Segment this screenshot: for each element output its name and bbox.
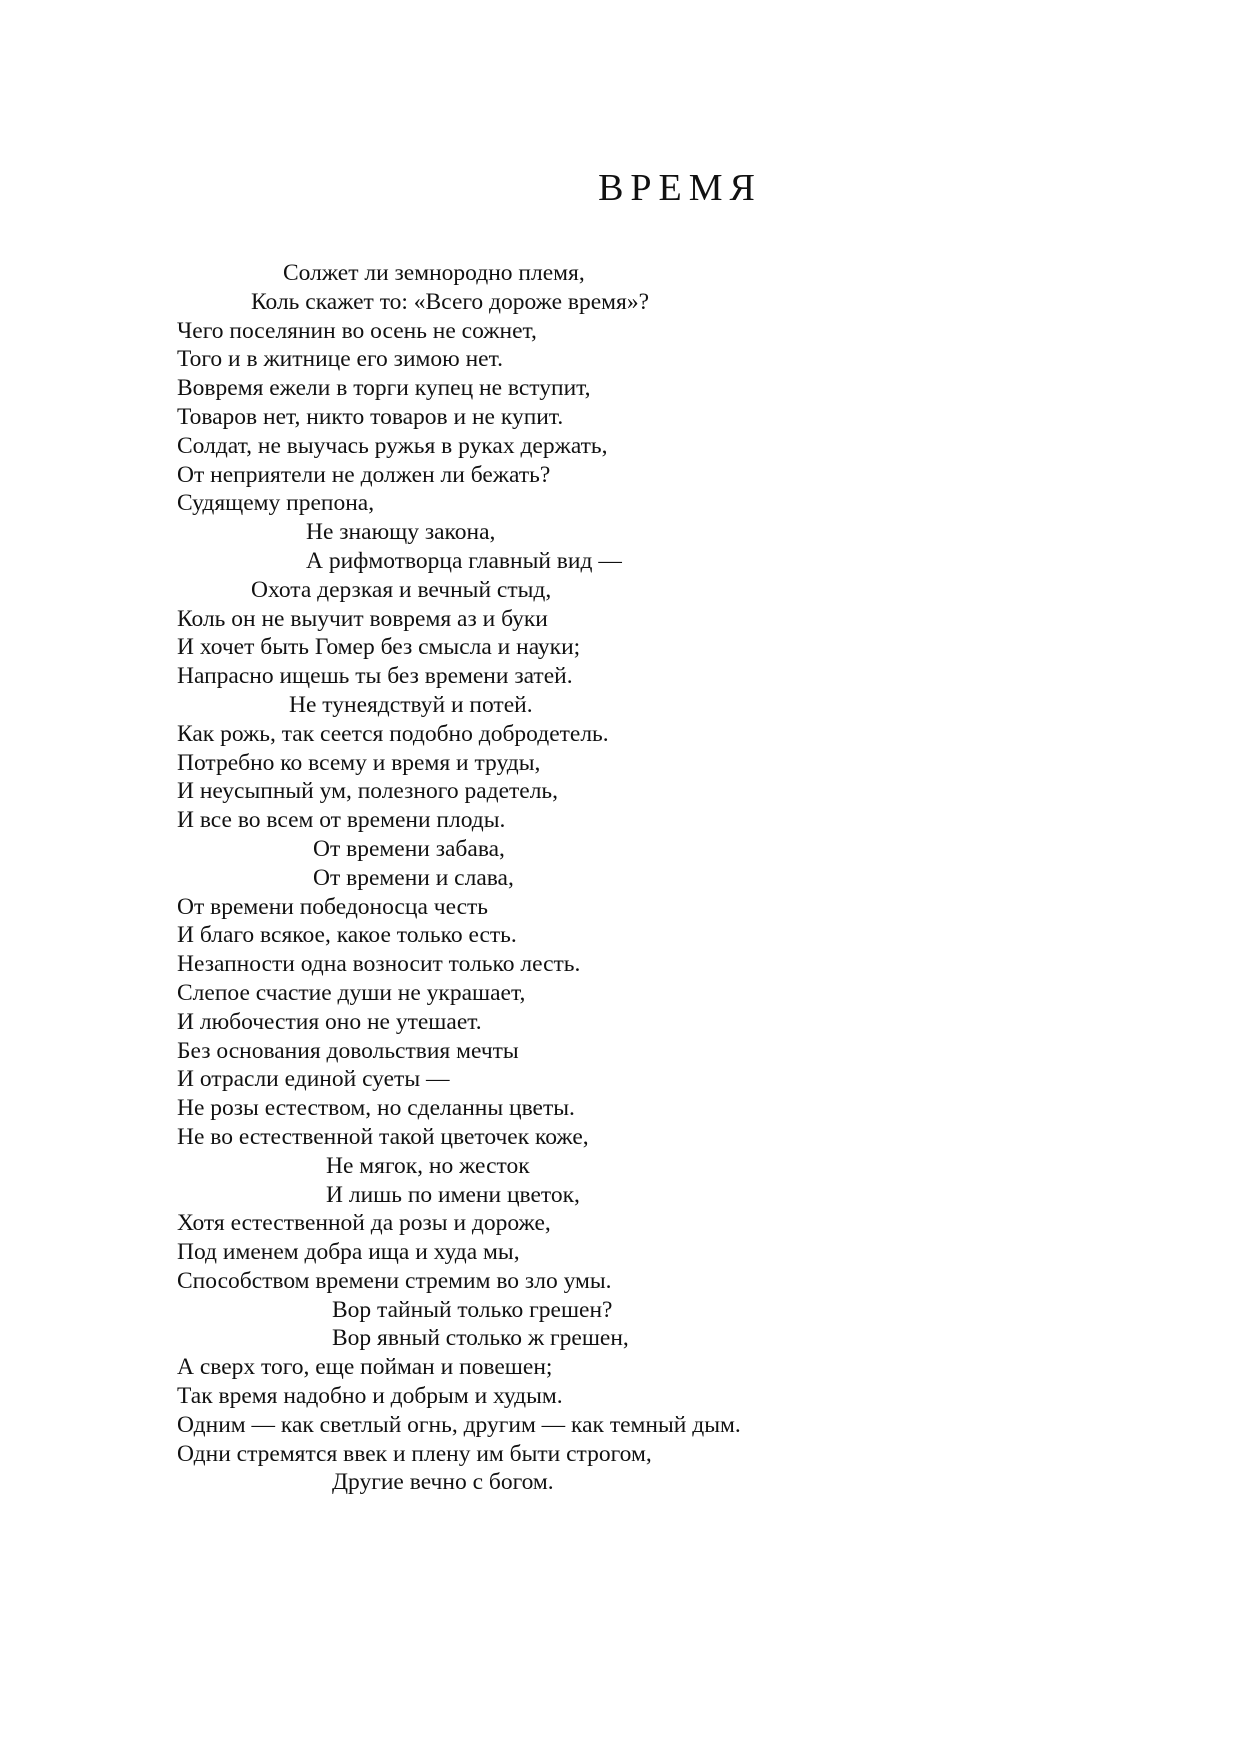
poem-line: Судящему препона, bbox=[177, 490, 375, 517]
poem-line: И лишь по имени цветок, bbox=[326, 1181, 580, 1208]
poem-line: Слепое счастие души не украшает, bbox=[177, 979, 526, 1006]
poem-line: Незапности одна возносит только лесть. bbox=[177, 951, 581, 978]
poem-line: Хотя естественной да розы и дороже, bbox=[177, 1210, 551, 1237]
poem-line: Другие вечно с богом. bbox=[332, 1469, 554, 1496]
poem-line: Вовремя ежели в торги купец не вступит, bbox=[177, 375, 591, 402]
poem-line: А сверх того, еще пойман и повешен; bbox=[177, 1354, 553, 1381]
poem-line: Солжет ли земнородно племя, bbox=[283, 260, 585, 286]
poem-line: И хочет быть Гомер без смысла и науки; bbox=[177, 634, 581, 661]
poem-line: От времени и слава, bbox=[313, 864, 514, 891]
poem-line: От времени победоносца честь bbox=[177, 893, 488, 920]
poem-line: Вор явный столько ж грешен, bbox=[332, 1325, 629, 1352]
poem-line: Не тунеядствуй и потей. bbox=[289, 691, 533, 718]
poem-line: Не розы естеством, но сделанны цветы. bbox=[177, 1095, 575, 1122]
poem-line: Без основания довольствия мечты bbox=[177, 1037, 519, 1064]
poem-line: Так время надобно и добрым и худым. bbox=[177, 1383, 563, 1410]
poem-line: Не знающу закона, bbox=[306, 519, 496, 546]
poem-line: Охота дерзкая и вечный стыд, bbox=[251, 576, 552, 603]
poem-line: Вор тайный только грешен? bbox=[332, 1296, 613, 1323]
poem-line: Способством времени стремим во зло умы. bbox=[177, 1267, 612, 1294]
poem-line: И благо всякое, какое только есть. bbox=[177, 922, 517, 949]
poem-line: Напрасно ищешь ты без времени затей. bbox=[177, 663, 573, 690]
poem-line: Солдат, не выучась ружья в руках держать, bbox=[177, 432, 608, 459]
poem-line: Под именем добра ища и худа мы, bbox=[177, 1239, 520, 1266]
poem-line: Как рожь, так сеется подобно добродетель. bbox=[177, 720, 609, 747]
poem-line: Потребно ко всему и время и труды, bbox=[177, 749, 541, 776]
poem-line: Того и в житнице его зимою нет. bbox=[177, 346, 503, 373]
poem-line: Коль скажет то: «Всего дороже время»? bbox=[251, 288, 650, 315]
poem-line: Чего поселянин во осень не сожнет, bbox=[177, 317, 537, 344]
poem-line: И любочестия оно не утешает. bbox=[177, 1008, 482, 1035]
poem-line: Не во естественной такой цветочек коже, bbox=[177, 1123, 589, 1150]
poem-title: ВРЕМЯ bbox=[598, 167, 762, 209]
poem-line: И все во всем от времени плоды. bbox=[177, 807, 506, 834]
poem-line: И отрасли единой суеты — bbox=[177, 1066, 450, 1093]
poem-body bbox=[177, 259, 741, 1497]
poem-line: А рифмотворца главный вид — bbox=[306, 547, 622, 574]
poem-line: Не мягок, но жесток bbox=[326, 1152, 530, 1179]
poem-line: Коль он не выучит вовремя аз и буки bbox=[177, 605, 548, 632]
poem-line: Товаров нет, никто товаров и не купит. bbox=[177, 403, 564, 430]
poem-line: И неусыпный ум, полезного радетель, bbox=[177, 778, 559, 805]
poem-line: От времени забава, bbox=[313, 835, 505, 862]
poem-line: От неприятели не должен ли бежать? bbox=[177, 461, 551, 488]
poem-line: Одним — как светлый огнь, другим — как темный дым. bbox=[177, 1411, 741, 1438]
poem-line: Одни стремятся ввек и плену им быти строгом, bbox=[177, 1440, 652, 1467]
